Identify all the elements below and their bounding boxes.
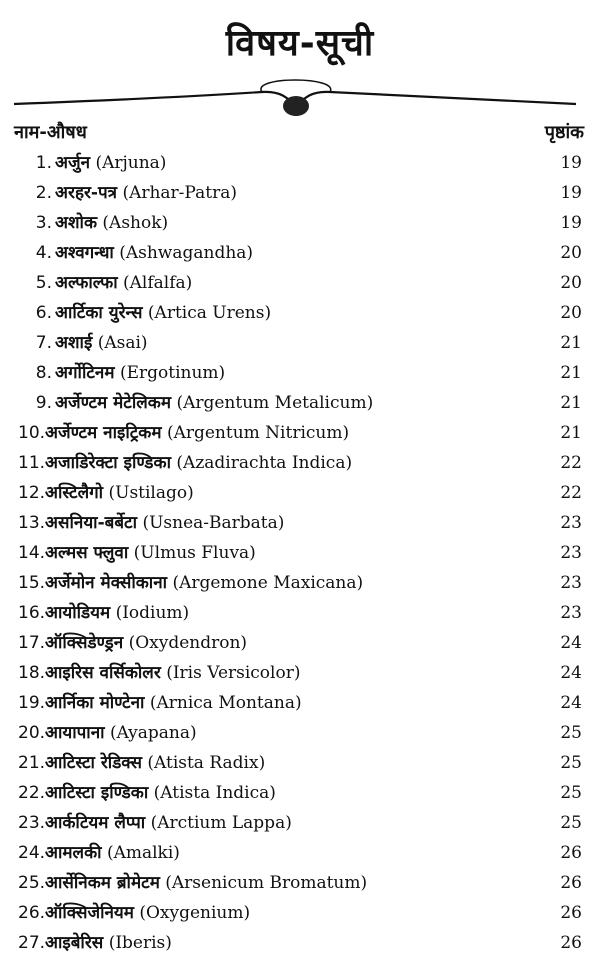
toc-entry-title xyxy=(18,568,363,598)
toc-entry-page: 24 xyxy=(560,693,582,713)
toc-entry-number: 20. xyxy=(18,723,46,743)
toc-entry-english-name: (Ashwagandha) xyxy=(119,243,254,263)
toc-entry xyxy=(0,148,600,178)
toc-entry-title xyxy=(18,418,349,448)
toc-entry-page: 19 xyxy=(560,213,582,233)
toc-entry-english-name: (Alfalfa) xyxy=(123,273,193,293)
toc-entry-hindi-name: आटिस्टा रेडिक्स xyxy=(45,753,142,773)
toc-entry-number: 17. xyxy=(18,633,46,653)
toc-entry-english-name: (Argemone Maxicana) xyxy=(172,573,364,593)
toc-entry-page: 20 xyxy=(560,243,582,263)
toc-entry-english-name: (Iberis) xyxy=(108,933,172,953)
toc-entry-english-name: (Arnica Montana) xyxy=(149,693,302,713)
toc-entry xyxy=(0,478,600,508)
column-headers xyxy=(14,120,584,144)
toc-entry-page: 23 xyxy=(560,513,582,533)
toc-entry-hindi-name: असनिया-बर्बेटा xyxy=(45,513,138,533)
toc-entry-hindi-name: अर्जुन xyxy=(55,153,91,173)
toc-entry-number: 8. xyxy=(35,363,52,383)
toc-entry-page: 22 xyxy=(560,453,582,473)
toc-entry-hindi-name: आइरिस वर्सिकोलर xyxy=(45,663,161,683)
toc-entry xyxy=(0,628,600,658)
toc-entry xyxy=(0,718,600,748)
toc-entry-title xyxy=(18,928,172,958)
toc-entry-page: 24 xyxy=(560,663,582,683)
toc-entry xyxy=(0,658,600,688)
toc-entry xyxy=(0,838,600,868)
toc-entry-hindi-name: अर्जेमोन मेक्सीकाना xyxy=(45,573,168,593)
toc-entry-number: 25. xyxy=(18,873,46,893)
toc-entry-number: 26. xyxy=(18,903,46,923)
toc-entry-title xyxy=(18,598,189,628)
toc-entry-title xyxy=(18,718,197,748)
toc-entry-title xyxy=(18,448,352,478)
header-page-number: पृष्ठांक xyxy=(544,122,584,143)
toc-entry-english-name: (Oxygenium) xyxy=(139,903,251,923)
toc-entry-number: 14. xyxy=(18,543,46,563)
toc-entry-number: 12. xyxy=(18,483,46,503)
toc-entry-number: 16. xyxy=(18,603,46,623)
toc-entry-page: 24 xyxy=(560,633,582,653)
toc-entry-hindi-name: आयापाना xyxy=(45,723,105,743)
toc-entry xyxy=(0,538,600,568)
toc-entry-english-name: (Arsenicum Bromatum) xyxy=(165,873,368,893)
toc-entry-page: 25 xyxy=(560,753,582,773)
toc-entry-english-name: (Asai) xyxy=(97,333,148,353)
toc-entry xyxy=(0,448,600,478)
toc-entry-hindi-name: अजाडिरेक्टा इण्डिका xyxy=(45,453,171,473)
toc-entry xyxy=(0,418,600,448)
toc-entry-number: 2. xyxy=(35,183,52,203)
toc-entry-title xyxy=(18,748,265,778)
toc-entry-page: 21 xyxy=(560,363,582,383)
toc-entry-hindi-name: ऑक्सिडेण्ड्रन xyxy=(45,633,124,653)
toc-entry-hindi-name: ऑक्सिजेनियम xyxy=(45,903,134,923)
toc-entry-hindi-name: अशाई xyxy=(55,333,93,353)
toc-entry-english-name: (Ergotinum) xyxy=(119,363,226,383)
toc-entry-page: 26 xyxy=(560,933,582,953)
toc-entry-number: 9. xyxy=(35,393,52,413)
toc-entry-title xyxy=(18,538,256,568)
toc-entry-title xyxy=(18,868,367,898)
title-ornament xyxy=(0,66,600,126)
toc-entry-title xyxy=(18,838,180,868)
toc-entry-english-name: (Ashok) xyxy=(102,213,169,233)
toc-entry-title xyxy=(28,208,168,238)
toc-entry-page: 21 xyxy=(560,333,582,353)
toc-entry-english-name: (Atista Indica) xyxy=(153,783,276,803)
toc-entry xyxy=(0,898,600,928)
toc-entry-number: 15. xyxy=(18,573,46,593)
toc-entry-hindi-name: अर्जेण्टम नाइट्रिकम xyxy=(45,423,162,443)
toc-entry-english-name: (Artica Urens) xyxy=(147,303,272,323)
toc-entry xyxy=(0,238,600,268)
toc-entry-page: 25 xyxy=(560,783,582,803)
toc-entry-english-name: (Argentum Nitricum) xyxy=(166,423,350,443)
toc-entry-number: 13. xyxy=(18,513,46,533)
toc-entry-page: 23 xyxy=(560,543,582,563)
toc-entry-english-name: (Ayapana) xyxy=(109,723,197,743)
page-title: विषय-सूची xyxy=(225,23,375,64)
toc-entry-page: 26 xyxy=(560,843,582,863)
toc-entry xyxy=(0,808,600,838)
toc-entry-hindi-name: अल्मस फ्लुवा xyxy=(45,543,129,563)
toc-entry-page: 23 xyxy=(560,573,582,593)
toc-entry-page: 26 xyxy=(560,873,582,893)
toc-entry-number: 21. xyxy=(18,753,46,773)
toc-entry-hindi-name: आमलकी xyxy=(45,843,102,863)
toc-entry-hindi-name: अश्वगन्धा xyxy=(55,243,114,263)
toc-entry xyxy=(0,748,600,778)
toc-entry-title xyxy=(18,778,276,808)
toc-entry xyxy=(0,508,600,538)
toc-entry-english-name: (Amalki) xyxy=(106,843,180,863)
toc-entry-page: 25 xyxy=(560,813,582,833)
toc-entry-number: 10. xyxy=(18,423,46,443)
toc-entry-hindi-name: आर्कटियम लैप्पा xyxy=(45,813,146,833)
toc-entry-hindi-name: अर्जेण्टम मेटेलिकम xyxy=(55,393,172,413)
toc-entry-page: 25 xyxy=(560,723,582,743)
toc-entry-hindi-name: आयोडियम xyxy=(45,603,111,623)
toc-entry xyxy=(0,598,600,628)
toc-entry-page: 21 xyxy=(560,423,582,443)
toc-entry-english-name: (Iodium) xyxy=(115,603,190,623)
toc-entry-title xyxy=(18,688,302,718)
toc-entry-number: 23. xyxy=(18,813,46,833)
toc-entry-title xyxy=(18,658,300,688)
toc-entry-english-name: (Arctium Lappa) xyxy=(150,813,292,833)
toc-entry-hindi-name: अरहर-पत्र xyxy=(55,183,118,203)
toc-entry-title xyxy=(18,808,292,838)
toc-entry-hindi-name: अशोक xyxy=(55,213,98,233)
toc-entry xyxy=(0,928,600,958)
toc-entry-page: 21 xyxy=(560,393,582,413)
toc-entry-page: 20 xyxy=(560,273,582,293)
toc-entry-title xyxy=(18,898,250,928)
toc-entry-number: 4. xyxy=(35,243,52,263)
toc-entry-title xyxy=(28,328,148,358)
toc-entry xyxy=(0,868,600,898)
toc-entry-number: 18. xyxy=(18,663,46,683)
toc-entry-english-name: (Argentum Metalicum) xyxy=(176,393,374,413)
toc-entry-hindi-name: आर्निका मोण्टेना xyxy=(45,693,145,713)
toc-entry-title xyxy=(18,628,247,658)
toc-entry-number: 3. xyxy=(35,213,52,233)
toc-entry-number: 22. xyxy=(18,783,46,803)
toc-entry-hindi-name: आइबेरिस xyxy=(45,933,104,953)
toc-entry xyxy=(0,208,600,238)
toc-entry-title xyxy=(18,478,194,508)
toc-entry xyxy=(0,778,600,808)
toc-entry-hindi-name: अल्फाल्फा xyxy=(55,273,118,293)
toc-entry-number: 24. xyxy=(18,843,46,863)
toc-entry xyxy=(0,568,600,598)
toc-entry-title xyxy=(28,238,253,268)
contents-list xyxy=(0,148,600,958)
toc-entry-number: 7. xyxy=(35,333,52,353)
toc-entry xyxy=(0,358,600,388)
toc-entry-hindi-name: आर्टिका युरेन्स xyxy=(55,303,143,323)
toc-entry-title xyxy=(28,268,192,298)
toc-entry-page: 22 xyxy=(560,483,582,503)
toc-entry-english-name: (Atista Radix) xyxy=(147,753,266,773)
toc-entry xyxy=(0,328,600,358)
toc-entry-hindi-name: आर्सेनिकम ब्रोमेटम xyxy=(45,873,160,893)
toc-entry xyxy=(0,268,600,298)
toc-entry-number: 27. xyxy=(18,933,46,953)
toc-entry-number: 6. xyxy=(35,303,52,323)
toc-entry-english-name: (Iris Versicolor) xyxy=(166,663,301,683)
toc-entry-title xyxy=(18,508,284,538)
toc-entry-page: 23 xyxy=(560,603,582,623)
toc-entry-title xyxy=(28,298,271,328)
toc-entry-page: 19 xyxy=(560,153,582,173)
toc-entry-title xyxy=(28,148,166,178)
toc-entry-english-name: (Ulmus Fluva) xyxy=(133,543,256,563)
toc-entry-number: 19. xyxy=(18,693,46,713)
toc-entry-number: 11. xyxy=(18,453,46,473)
toc-entry-english-name: (Oxydendron) xyxy=(128,633,248,653)
toc-entry-english-name: (Usnea-Barbata) xyxy=(142,513,285,533)
toc-entry-number: 5. xyxy=(35,273,52,293)
toc-entry-title xyxy=(28,388,373,418)
toc-entry xyxy=(0,388,600,418)
toc-entry-page: 20 xyxy=(560,303,582,323)
toc-entry-english-name: (Arhar-Patra) xyxy=(122,183,237,203)
toc-entry-english-name: (Ustilago) xyxy=(108,483,194,503)
toc-entry-hindi-name: अर्गोटिनम xyxy=(55,363,115,383)
toc-entry-hindi-name: आटिस्टा इण्डिका xyxy=(45,783,149,803)
toc-entry-title xyxy=(28,358,225,388)
toc-entry-title xyxy=(28,178,237,208)
toc-entry xyxy=(0,298,600,328)
toc-entry xyxy=(0,688,600,718)
toc-entry-english-name: (Azadirachta Indica) xyxy=(176,453,353,473)
toc-entry-hindi-name: अस्टिलैगो xyxy=(45,483,104,503)
toc-entry-english-name: (Arjuna) xyxy=(95,153,167,173)
toc-entry-page: 26 xyxy=(560,903,582,923)
header-medicine-name: नाम-औषध xyxy=(14,122,87,143)
toc-entry-page: 19 xyxy=(560,183,582,203)
toc-entry xyxy=(0,178,600,208)
toc-entry-number: 1. xyxy=(35,153,52,173)
